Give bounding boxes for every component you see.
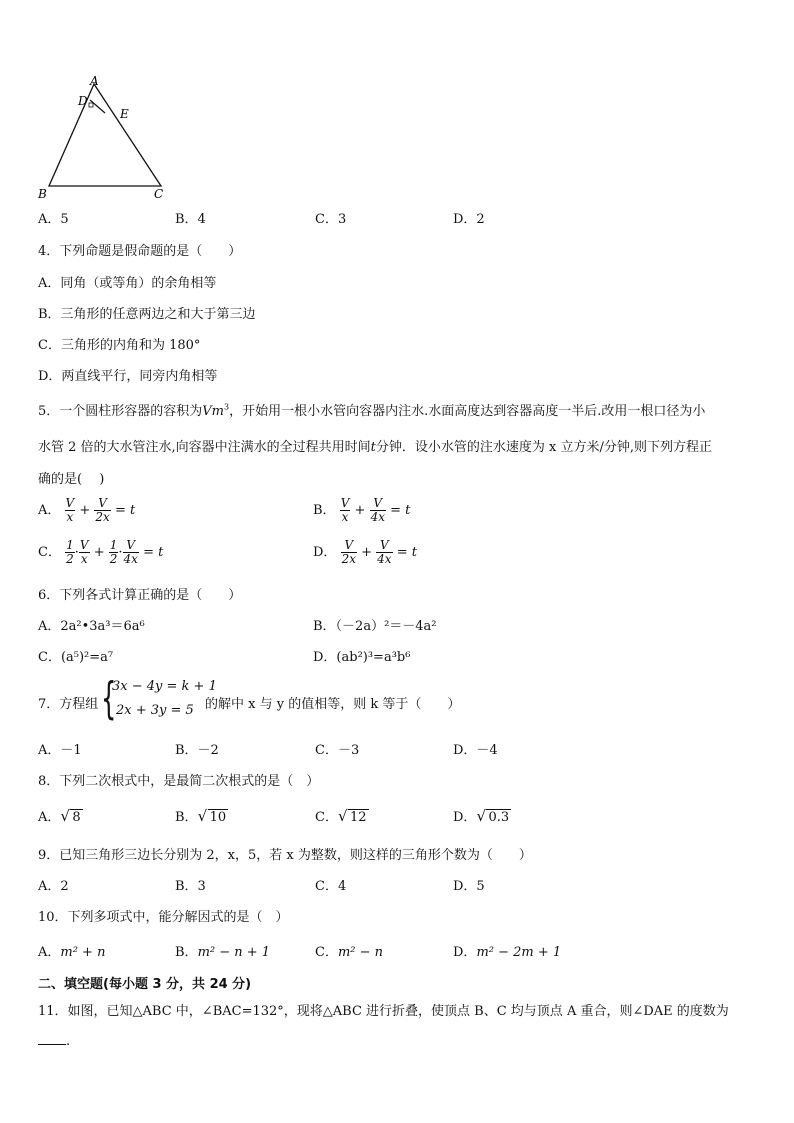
q7-option-a: A．－1 xyxy=(38,743,82,758)
q10-option-c: C．m² − n xyxy=(315,945,384,960)
q6-option-a: A．2a²•3a³＝6a⁶ xyxy=(38,619,145,634)
q7-equation-2: 2x + 3y = 5 xyxy=(116,703,194,718)
q5-option-a: A． $\frac{V}{x}$ + $\frac{V}{2x}$ = t xyxy=(38,496,136,524)
q4-stem: 4．下列命题是假命题的是（ ） xyxy=(38,244,242,259)
q9-option-c: C．4 xyxy=(315,879,347,894)
q4-option-a: A．同角（或等角）的余角相等 xyxy=(38,276,217,291)
segment-de xyxy=(90,100,105,113)
q5-option-d: D． $\frac{V}{2x}$ + $\frac{V}{4x}$ = t xyxy=(313,538,417,566)
q5-line-1: 5．一个圆柱形容器的容积为Vm$^3$，开始用一根小水管向容器内注水.水面高度达到容器高度一半后.改用一根口径为小 xyxy=(38,402,706,419)
label-b: B xyxy=(38,187,47,201)
q10-option-a: A．m² + n xyxy=(38,945,106,960)
q7-brace: { xyxy=(101,673,117,724)
q5-option-c: C． $\frac{1}{2}$ · $\frac{V}{x}$ + $\frac{1}{2}$ · $\frac{V}{4x}$ = t xyxy=(38,538,164,566)
q8-option-a: A． √ 8 xyxy=(38,807,81,825)
q10-stem: 10．下列多项式中，能分解因式的是（ ） xyxy=(38,910,289,925)
q11-line-1: 11．如图，已知△ABC 中，∠BAC=132°，现将△ABC 进行折叠，使顶点 B、C 均与顶点 A 重合，则∠DAE 的度数为 xyxy=(38,1004,729,1019)
q7-suffix: 的解中 x 与 y 的值相等，则 k 等于（ ） xyxy=(205,697,461,712)
q8-option-c: C． √ 12 xyxy=(315,807,367,825)
q7-equation-1: 3x − 4y = k + 1 xyxy=(112,679,217,694)
right-angle-mark xyxy=(89,103,93,107)
label-e: E xyxy=(120,107,129,121)
q8-stem: 8．下列二次根式中，是最简二次根式的是（ ） xyxy=(38,774,320,789)
q7-prefix: 7．方程组 xyxy=(38,697,99,712)
q4-option-d: D．两直线平行，同旁内角相等 xyxy=(38,369,218,384)
q7-option-d: D．－4 xyxy=(453,743,498,758)
q8-option-d: D． √ 0.3 xyxy=(453,807,510,825)
q3-option-d: D．2 xyxy=(453,212,485,227)
label-a: A xyxy=(90,74,99,88)
q3-option-c: C．3 xyxy=(315,212,347,227)
q6-option-c: C．(a⁵)²=a⁷ xyxy=(38,650,114,665)
q7-option-c: C．－3 xyxy=(315,743,360,758)
q9-option-a: A．2 xyxy=(38,879,69,894)
q11-answer-blank[interactable] xyxy=(38,1034,66,1045)
label-c: C xyxy=(154,187,164,201)
q5-line-2: 水管 2 倍的大水管注水,向容器中注满水的全过程共用时间t分钟．设小水管的注水速度为 x 立方米/分钟,则下列方程正 xyxy=(38,440,713,455)
q6-option-d: D．(ab²)³=a³b⁶ xyxy=(313,650,411,665)
q6-stem: 6．下列各式计算正确的是（ ） xyxy=(38,588,242,603)
q7-option-b: B．－2 xyxy=(175,743,219,758)
q10-option-d: D．m² − 2m + 1 xyxy=(453,945,562,960)
section-fill-in-heading: 二、填空题(每小题 3 分，共 24 分) xyxy=(38,977,252,992)
q5-line-3: 确的是( ) xyxy=(38,472,105,487)
q10-option-b: B．m² − n + 1 xyxy=(175,945,271,960)
triangle-abc xyxy=(49,84,161,186)
label-d: D xyxy=(78,94,88,108)
q9-stem: 9．已知三角形三边长分别为 2，x，5，若 x 为整数，则这样的三角形个数为（ ） xyxy=(38,848,532,863)
q8-option-b: B． √ 10 xyxy=(175,807,227,825)
q6-option-b: B．（－2a）²＝－4a² xyxy=(313,619,437,634)
q9-option-b: B．3 xyxy=(175,879,206,894)
q4-option-b: B．三角形的任意两边之和大于第三边 xyxy=(38,307,256,322)
q9-option-d: D．5 xyxy=(453,879,485,894)
q5-option-b: B． $\frac{V}{x}$ + $\frac{V}{4x}$ = t xyxy=(313,496,411,524)
triangle-figure xyxy=(34,74,174,202)
q3-option-b: B．4 xyxy=(175,212,206,227)
q3-option-a: A．5 xyxy=(38,212,69,227)
q4-option-c: C．三角形的内角和为 180° xyxy=(38,338,201,353)
q11-line-2: . xyxy=(38,1034,70,1049)
